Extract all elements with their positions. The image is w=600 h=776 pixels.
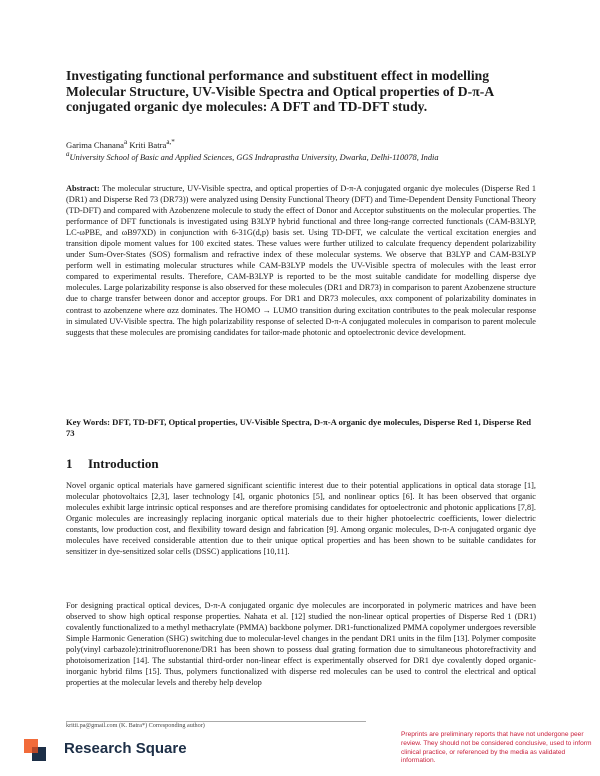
- body-paragraph: Novel organic optical materials have garnered significant scientific interest due to their potential applications in optical data storage [1], molecular photovoltaics [2,3], laser technology [4], organic photonics [5], and nonlinear optics [6]. It has been observed that organic molecules exhibit large intrinsic optical responses and are therefore promising candidates for optoelectronic and photonic applications [7,8]. Organic molecules are increasingly replacing inorganic optical materials due to their higher photoelectric coefficients, lower dielectric constants, low production cost, and flexibility toward design and fabrication [9]. Among organic molecules, D-π-A conjugated organic dye molecules have received considerable attention due to their unique optical properties and has been shown to be suitable candidates for sensitizer in dye-sensitized solar cells (DSSC) applications [10,11].: [66, 481, 536, 557]
- author-2-affil-mark: a,*: [166, 138, 175, 146]
- affiliation-text: University School of Basic and Applied Sciences, GGS Indraprastha University, Dwarka, Delhi-110078, India: [69, 152, 439, 162]
- affiliation: [66, 149, 536, 163]
- section-heading: [66, 456, 536, 472]
- body-paragraph: For designing practical optical devices, D-π-A conjugated organic dye molecules are incorporated in polymeric matrices and have been observed to show high optical response properties. Nahata et al. [12] studied the non-linear optical properties of Disperse Red 1 (DR1) covalently functionalized to a methyl methacrylate (PMMA) backbone polymer. DR1-functionalized PMMA copolymer undergoes reversible Simple Harmonic Generation (SHG) switching due to molecular-level changes in the pendant DR1 units in the film [13]. Polymer composite poly(vinyl carbazole):trinitrofluorenone/DR1 has been shown to possess dual grating formation due to simultaneous photorefractivity and photoisomerization [14]. The substantial third-order non-linear effect is experimentally observed for DR1 dye covalently doped organic-inorganic hybrid films [15]. Thus, polymers functionalized with disperse red molecules can be used to control the electrical and optical properties at the molecular levels and thereby help develop: [66, 601, 536, 688]
- abstract-label: Abstract:: [66, 184, 100, 193]
- paper-title: Investigating functional performance and substituent effect in modelling Molecular Structure, UV-Visible Spectra and Optical properties of D-π-A conjugated organic dye molecules: A DFT and TD-DFT study.: [66, 68, 494, 115]
- preprint-disclaimer: Preprints are preliminary reports that have not undergone peer review. They should not be considered conclusive, used to inform clinical practice, or referenced by the media as validated information.: [401, 731, 592, 765]
- abstract-text: The molecular structure, UV-Visible spectra, and optical properties of D-π-A conjugated organic dye molecules (Disperse Red 1 (DR1) and Disperse Red 73 (DR73)) were analyzed using Density Functional Theory (DFT) and Time-Dependent Density Functional Theory (TD-DFT) and compared with Azobenzene molecule to study the effect of Donor and Acceptor substituents on the molecular properties. The performance of DFT functionals is investigated using B3LYP hybrid functional and three long-range corrected functionals (CAM-B3LYP, LC-ωPBE, and ωB97XD) in conjunction with 6-31G(d,p) basis set. Using TD-DFT, we calculate the vertical excitation energies and transition dipole moment values for 100 excited states. These values were further utilized to calculate frequency dependent polarizability under Sum-Over-States (SOS) formalism and refractive index of these molecular systems. We observe that B3LYP and CAM-B3LYP perform well in estimating molecular structures while CAM-B3LYP models the UV-Visible spectra of molecules with the least error compared to experimental results. Therefore, CAM-B3LYP is reported to be the most suitable candidate for modelling disperse dye molecules. Large polarizability response is also observed for these molecules (DR1 and DR73) in comparison to parent Azobenzene structure due to charge transfer between donor and acceptor groups. For DR1 and DR73 molecules, αxx component of polarizability dominates in contrast to azobenzene where αzz dominates. The HOMO → LUMO transition during excitation contributes to the peak molecular response in simulated UV-Visible spectra. The high polarizability response of selected D-π-A conjugated molecules in comparison to parent molecule suggests that these molecules are promising candidates for tailor-made photonic and optoelectronic device development.: [66, 184, 536, 337]
- research-square-logo-icon: [22, 735, 62, 765]
- brand-name[interactable]: Research Square: [64, 740, 187, 757]
- keywords: Key Words: DFT, TD-DFT, Optical properties, UV-Visible Spectra, D-π-A organic dye molecules, Disperse Red 1, Disperse Red 73: [66, 417, 532, 439]
- author-1: Garima Chanana: [66, 139, 124, 150]
- footnote: kritii.pa@gmail.com (K. Batra*) Corresponding author): [66, 721, 366, 730]
- affiliation-mark: a: [66, 150, 70, 158]
- abstract: [66, 183, 536, 338]
- author-1-affil-mark: a: [123, 138, 128, 146]
- section-number: 1: [66, 456, 73, 471]
- section-title: Introduction: [88, 456, 159, 471]
- author-2: Kriti Batra: [127, 139, 167, 150]
